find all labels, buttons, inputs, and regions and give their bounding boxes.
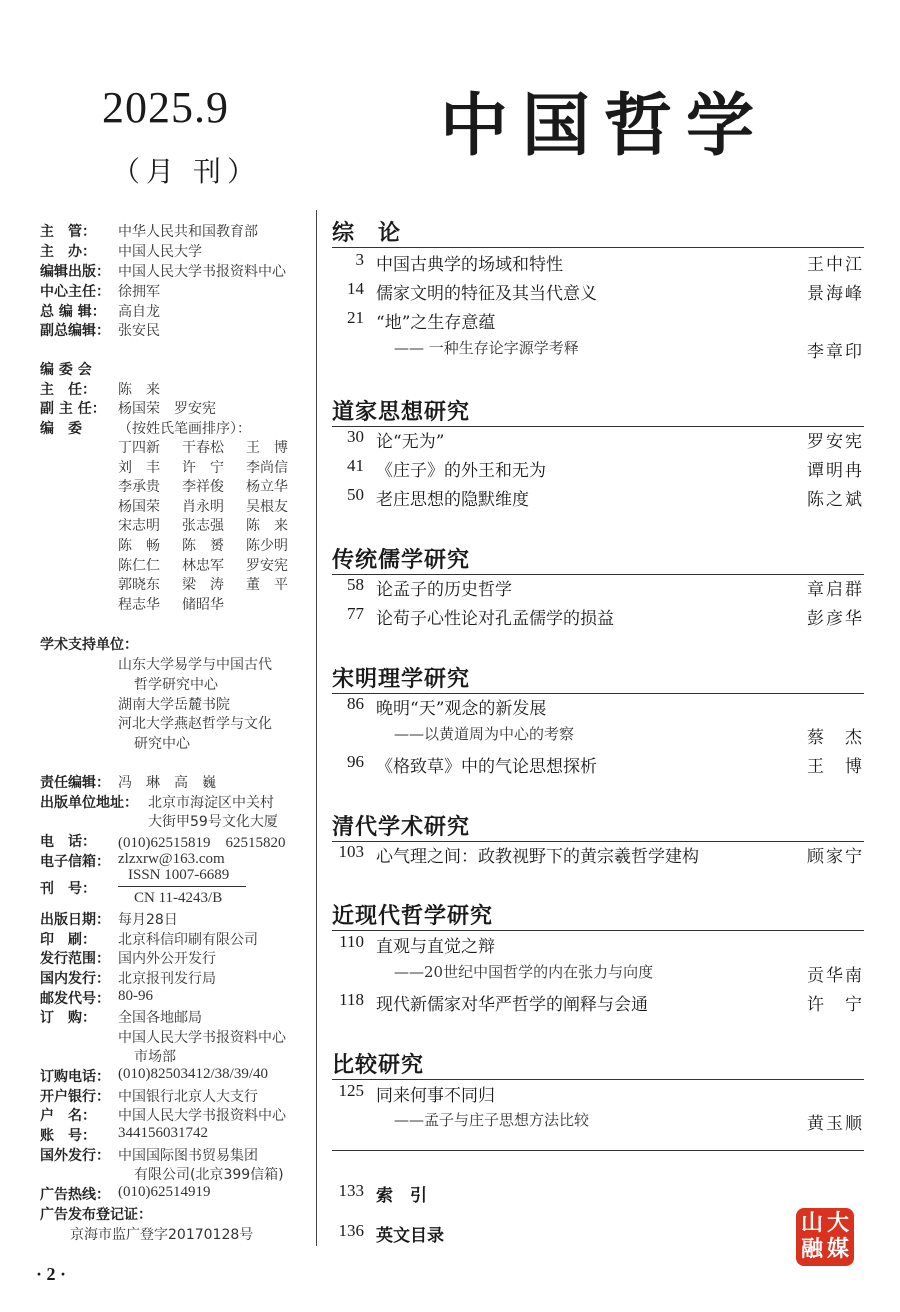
toc-entry-author: 黄玉顺 bbox=[807, 1114, 864, 1134]
board-member-name: 梁 涛 bbox=[182, 577, 224, 594]
label: 责任编辑： bbox=[40, 775, 110, 791]
toc-section-title: 近现代哲学研究 bbox=[332, 904, 494, 929]
toc-entry-subtitle: ——以黄道周为中心的考察 bbox=[394, 725, 575, 743]
label: 主 管： bbox=[40, 224, 96, 240]
info-order-cont: 中国人民大学书报资料中心 bbox=[118, 1030, 286, 1046]
toc-entry-author: 陈之斌 bbox=[807, 490, 864, 510]
toc-entry bbox=[332, 1081, 864, 1105]
toc-entry-author: 彭彦华 bbox=[807, 609, 864, 629]
logo-char: 融 bbox=[800, 1237, 823, 1262]
value: 国内外公开发行 bbox=[118, 951, 216, 967]
toc-entry-title: 中国古典学的场域和特性 bbox=[376, 255, 563, 275]
board-members-row bbox=[118, 437, 310, 457]
toc-entry-author: 罗安宪 bbox=[807, 432, 864, 452]
board-member-name: 王 博 bbox=[246, 440, 288, 456]
toc-entry bbox=[332, 604, 864, 628]
value: 冯 琳 高 巍 bbox=[118, 775, 216, 791]
editorial-board-heading bbox=[40, 359, 92, 379]
page-number: · 2 · bbox=[36, 1264, 67, 1284]
heading: 编 委 会 bbox=[40, 362, 92, 378]
label: 户 名： bbox=[40, 1108, 96, 1124]
value: (010)62515819 62515820 bbox=[118, 835, 286, 851]
label: 主 任： bbox=[40, 382, 96, 398]
board-members-row bbox=[118, 515, 310, 535]
board-member-name: 李尚信 bbox=[246, 459, 288, 476]
toc-entry-title: 心气理之间：政教视野下的黄宗羲哲学建构 bbox=[376, 847, 699, 867]
toc-entry-page: 118 bbox=[339, 990, 364, 1009]
label: 中心主任： bbox=[40, 284, 110, 300]
column-divider bbox=[316, 210, 317, 1246]
label: 副总编辑： bbox=[40, 323, 110, 339]
toc-entry-page: 41 bbox=[347, 456, 364, 475]
info-issn bbox=[40, 878, 118, 898]
toc-section-title: 传统儒学研究 bbox=[332, 548, 471, 573]
toc-entry-author: 谭明冉 bbox=[807, 461, 864, 481]
toc-entry-title: 论“无为” bbox=[376, 432, 445, 452]
toc-entry bbox=[332, 752, 864, 776]
value: 杨国荣 罗安宪 bbox=[118, 401, 216, 417]
back-matter-page: 136 bbox=[338, 1221, 364, 1240]
logo-char: 媒 bbox=[826, 1237, 849, 1262]
back-matter-page: 133 bbox=[338, 1181, 364, 1200]
info-bank bbox=[40, 1086, 258, 1106]
toc-entry-page: 125 bbox=[338, 1081, 364, 1100]
value: 344156031742 bbox=[118, 1125, 208, 1141]
toc-entry-page: 96 bbox=[347, 752, 364, 771]
value: 北京科信印刷有限公司 bbox=[118, 932, 258, 948]
toc-entry bbox=[332, 250, 864, 274]
label: 账 号： bbox=[40, 1128, 96, 1144]
board-member-name: 干春松 bbox=[182, 440, 224, 456]
toc-entry-title: 直观与直觉之辩 bbox=[376, 937, 495, 957]
board-members-row bbox=[118, 574, 310, 594]
issn-rule bbox=[118, 886, 246, 887]
board-member-name: 张志强 bbox=[182, 518, 224, 535]
masthead-row-chief-editor bbox=[40, 301, 160, 321]
board-member-name: 杨立华 bbox=[246, 479, 288, 496]
board-member-name: 许 宁 bbox=[182, 459, 224, 476]
toc-entry-author: 李章印 bbox=[807, 342, 864, 362]
info-postal-code bbox=[40, 988, 153, 1008]
toc-entry-author: 景海峰 bbox=[807, 284, 864, 304]
value: 中国人民大学书报资料中心 bbox=[118, 1108, 286, 1124]
toc-entry-page: 21 bbox=[347, 308, 364, 327]
masthead-row-supervisor bbox=[40, 221, 258, 241]
label: 编辑出版： bbox=[40, 264, 110, 280]
label: 国内发行： bbox=[40, 971, 110, 987]
board-member-name: 罗安宪 bbox=[246, 557, 288, 574]
toc-entry-page: 50 bbox=[347, 485, 364, 504]
support-unit-cont: 哲学研究中心 bbox=[134, 677, 218, 693]
toc-entry bbox=[332, 694, 864, 718]
toc-entry bbox=[332, 456, 864, 480]
publication-frequency: （月 刊） bbox=[112, 157, 262, 188]
label: 订购电话： bbox=[40, 1069, 110, 1085]
info-ad-reg bbox=[40, 1204, 152, 1224]
board-member-name: 吴根友 bbox=[246, 498, 288, 515]
value: 中国人民大学 bbox=[118, 244, 202, 260]
toc-entry bbox=[332, 932, 864, 956]
toc-entry-author: 蔡 杰 bbox=[807, 728, 864, 748]
value: 北京报刊发行局 bbox=[118, 971, 216, 987]
toc-section-title: 比较研究 bbox=[332, 1053, 425, 1078]
toc-entry-page: 77 bbox=[347, 604, 364, 623]
value: 全国各地邮局 bbox=[118, 1010, 202, 1026]
journal-title: 中国哲学 bbox=[440, 87, 769, 166]
value: 张安民 bbox=[118, 323, 160, 339]
board-member-name: 陈少明 bbox=[246, 538, 288, 554]
toc-entry-page: 86 bbox=[347, 694, 364, 713]
board-member-name: 储昭华 bbox=[182, 596, 224, 613]
value: 高自龙 bbox=[118, 304, 160, 320]
toc-entry-subrow bbox=[332, 337, 864, 361]
value: 80-96 bbox=[118, 988, 153, 1004]
cn-value: CN 11-4243/B bbox=[134, 890, 223, 906]
support-unit: 河北大学燕赵哲学与文化 bbox=[118, 716, 272, 732]
toc-entry-subrow bbox=[332, 1109, 864, 1133]
issue-number: 2025.9 bbox=[102, 83, 229, 132]
label: 广告发布登记证： bbox=[40, 1207, 152, 1223]
board-member-name: 陈仁仁 bbox=[118, 557, 160, 574]
support-unit-cont: 研究中心 bbox=[134, 736, 190, 752]
toc-entry-subrow bbox=[332, 961, 864, 985]
toc-entry-author: 王 博 bbox=[807, 757, 864, 777]
toc-entry-title: 现代新儒家对华严哲学的阐释与会通 bbox=[376, 995, 648, 1015]
toc-entry-page: 30 bbox=[347, 427, 364, 446]
support-unit: 山东大学易学与中国古代 bbox=[118, 657, 272, 673]
label: 国外发行： bbox=[40, 1148, 110, 1164]
toc-entry-author: 王中江 bbox=[807, 255, 864, 275]
toc-section-title: 宋明理学研究 bbox=[332, 667, 471, 692]
toc-entry-page: 103 bbox=[338, 842, 364, 861]
board-chair-row bbox=[40, 379, 160, 399]
board-member-name: 陈 赟 bbox=[182, 538, 224, 554]
toc-entry-page: 3 bbox=[355, 250, 364, 269]
toc-entry-author: 许 宁 bbox=[807, 995, 864, 1015]
toc-section-title: 清代学术研究 bbox=[332, 815, 471, 840]
toc-entry-author: 顾家宁 bbox=[807, 847, 864, 867]
toc-entry-page: 110 bbox=[339, 932, 364, 951]
board-members-row bbox=[118, 594, 246, 614]
label: 邮发代号： bbox=[40, 991, 110, 1007]
board-member-name: 丁四新 bbox=[118, 440, 160, 456]
toc-entry bbox=[332, 990, 864, 1014]
value: 徐拥军 bbox=[118, 284, 160, 300]
info-pub-date bbox=[40, 909, 178, 929]
toc-section-title: 综 论 bbox=[332, 221, 402, 246]
support-unit: 湖南大学岳麓书院 bbox=[118, 697, 230, 713]
label: 电子信箱： bbox=[40, 854, 110, 870]
label: 学术支持单位： bbox=[40, 637, 138, 653]
info-scope bbox=[40, 948, 216, 968]
section-rule bbox=[332, 1079, 864, 1080]
board-members-row bbox=[118, 555, 310, 575]
value: 中国人民大学书报资料中心 bbox=[118, 264, 286, 280]
board-member-name: 陈 来 bbox=[246, 518, 288, 535]
board-members-row bbox=[118, 535, 310, 555]
info-domestic bbox=[40, 968, 216, 988]
toc-entry bbox=[332, 485, 864, 509]
info-order bbox=[40, 1007, 202, 1027]
toc-entry-subtitle: ——孟子与庄子思想方法比较 bbox=[394, 1111, 590, 1129]
label: 主 办： bbox=[40, 244, 96, 260]
board-members-row bbox=[118, 457, 310, 477]
value: 每月28日 bbox=[118, 912, 178, 928]
toc-entry-title: 同来何事不同归 bbox=[376, 1086, 495, 1106]
masthead-row-publisher bbox=[40, 261, 286, 281]
board-vice-row bbox=[40, 398, 216, 418]
back-matter-title: 英文目录 bbox=[376, 1226, 444, 1246]
board-member-name: 宋志明 bbox=[118, 518, 160, 535]
value: (010)82503412/38/39/40 bbox=[118, 1066, 268, 1082]
label: 发行范围： bbox=[40, 951, 110, 967]
toc-entry-title: 论荀子心性论对孔孟儒学的损益 bbox=[376, 609, 614, 629]
info-overseas bbox=[40, 1145, 258, 1165]
back-matter-entry bbox=[332, 1181, 864, 1205]
value: (010)62514919 bbox=[118, 1184, 211, 1200]
toc-entry-title: 儒家文明的特征及其当代意义 bbox=[376, 284, 597, 304]
toc-entry bbox=[332, 308, 864, 332]
board-member-name: 刘 丰 bbox=[118, 459, 160, 476]
board-members-row bbox=[40, 418, 251, 438]
toc-entry-subrow bbox=[332, 723, 864, 747]
issn-value: ISSN 1007-6689 bbox=[128, 867, 230, 883]
board-member-name: 李祥俊 bbox=[182, 479, 224, 496]
info-order-cont: 市场部 bbox=[134, 1049, 176, 1065]
toc-entry bbox=[332, 279, 864, 303]
board-member-name: 林忠军 bbox=[182, 557, 224, 574]
toc-entry-title: 论孟子的历史哲学 bbox=[376, 580, 512, 600]
toc-entry-title: 《庄子》的外王和无为 bbox=[376, 461, 546, 481]
value: 陈 来 bbox=[118, 382, 160, 398]
info-address bbox=[40, 792, 274, 812]
info-account-name bbox=[40, 1105, 286, 1125]
board-member-name: 肖永明 bbox=[182, 498, 224, 515]
back-matter-title: 索 引 bbox=[376, 1186, 427, 1206]
info-overseas-cont: 有限公司(北京399信箱) bbox=[134, 1167, 284, 1183]
section-rule bbox=[332, 247, 864, 248]
value: （按姓氏笔画排序）： bbox=[118, 421, 251, 437]
info-order-phone bbox=[40, 1066, 268, 1086]
support-heading bbox=[40, 634, 138, 654]
masthead-row-deputy bbox=[40, 320, 160, 340]
label: 编 委 bbox=[40, 421, 82, 437]
board-member-name: 郭晓东 bbox=[118, 577, 160, 594]
label: 出版单位地址： bbox=[40, 795, 138, 811]
section-rule bbox=[332, 930, 864, 931]
toc-entry bbox=[332, 842, 864, 866]
label: 印 刷： bbox=[40, 932, 96, 948]
info-ad-hotline bbox=[40, 1184, 211, 1204]
info-printer bbox=[40, 929, 258, 949]
back-matter-entry bbox=[332, 1221, 864, 1245]
board-member-name: 董 平 bbox=[246, 577, 288, 594]
toc-entry-title: 老庄思想的隐默维度 bbox=[376, 490, 529, 510]
label: 出版日期： bbox=[40, 912, 110, 928]
toc-entry-subtitle: ——20世纪中国哲学的内在张力与向度 bbox=[394, 963, 654, 981]
value: 北京市海淀区中关村 bbox=[148, 795, 274, 811]
logo-char: 大 bbox=[826, 1211, 849, 1236]
toc-entry-page: 14 bbox=[347, 279, 364, 298]
board-members-row bbox=[118, 496, 310, 516]
label: 总 编 辑： bbox=[40, 304, 106, 320]
label: 订 购： bbox=[40, 1010, 96, 1026]
label: 开户银行： bbox=[40, 1089, 110, 1105]
value: 中国国际图书贸易集团 bbox=[118, 1148, 258, 1164]
value: zlzxrw@163.com bbox=[118, 851, 225, 867]
toc-entry-title: “地”之生存意蕴 bbox=[376, 313, 496, 333]
info-account-no bbox=[40, 1125, 208, 1145]
board-members-row bbox=[118, 476, 310, 496]
value: 中国银行北京人大支行 bbox=[118, 1089, 258, 1105]
label: 副 主 任： bbox=[40, 401, 106, 417]
toc-entry-author: 贡华南 bbox=[807, 966, 864, 986]
board-member-name: 陈 畅 bbox=[118, 538, 160, 554]
toc-entry-author: 章启群 bbox=[807, 580, 864, 600]
info-phone bbox=[40, 831, 286, 852]
value: 中华人民共和国教育部 bbox=[118, 224, 258, 240]
board-member-name: 程志华 bbox=[118, 596, 160, 613]
info-editors bbox=[40, 772, 216, 792]
masthead-row-host bbox=[40, 241, 202, 261]
label: 刊 号： bbox=[40, 881, 96, 897]
logo-char: 山 bbox=[800, 1211, 823, 1236]
media-logo bbox=[796, 1208, 854, 1266]
label: 电 话： bbox=[40, 834, 96, 850]
toc-end-rule bbox=[332, 1150, 864, 1151]
toc-entry-page: 58 bbox=[347, 575, 364, 594]
info-address-cont: 大街甲59号文化大厦 bbox=[148, 814, 278, 830]
board-member-name: 李承贵 bbox=[118, 479, 160, 496]
toc-entry-title: 《格致草》中的气论思想探析 bbox=[376, 757, 597, 777]
toc-section-title: 道家思想研究 bbox=[332, 400, 471, 425]
toc-entry bbox=[332, 427, 864, 451]
toc-entry-subtitle: —— 一种生存论字源学考释 bbox=[394, 339, 579, 357]
toc-entry bbox=[332, 575, 864, 599]
label: 广告热线： bbox=[40, 1187, 110, 1203]
toc-entry-title: 晚明“天”观念的新发展 bbox=[376, 699, 547, 719]
board-member-name: 杨国荣 bbox=[118, 498, 160, 515]
info-ad-reg-value: 京海市监广登字20170128号 bbox=[70, 1227, 254, 1243]
masthead-row-director bbox=[40, 281, 160, 301]
